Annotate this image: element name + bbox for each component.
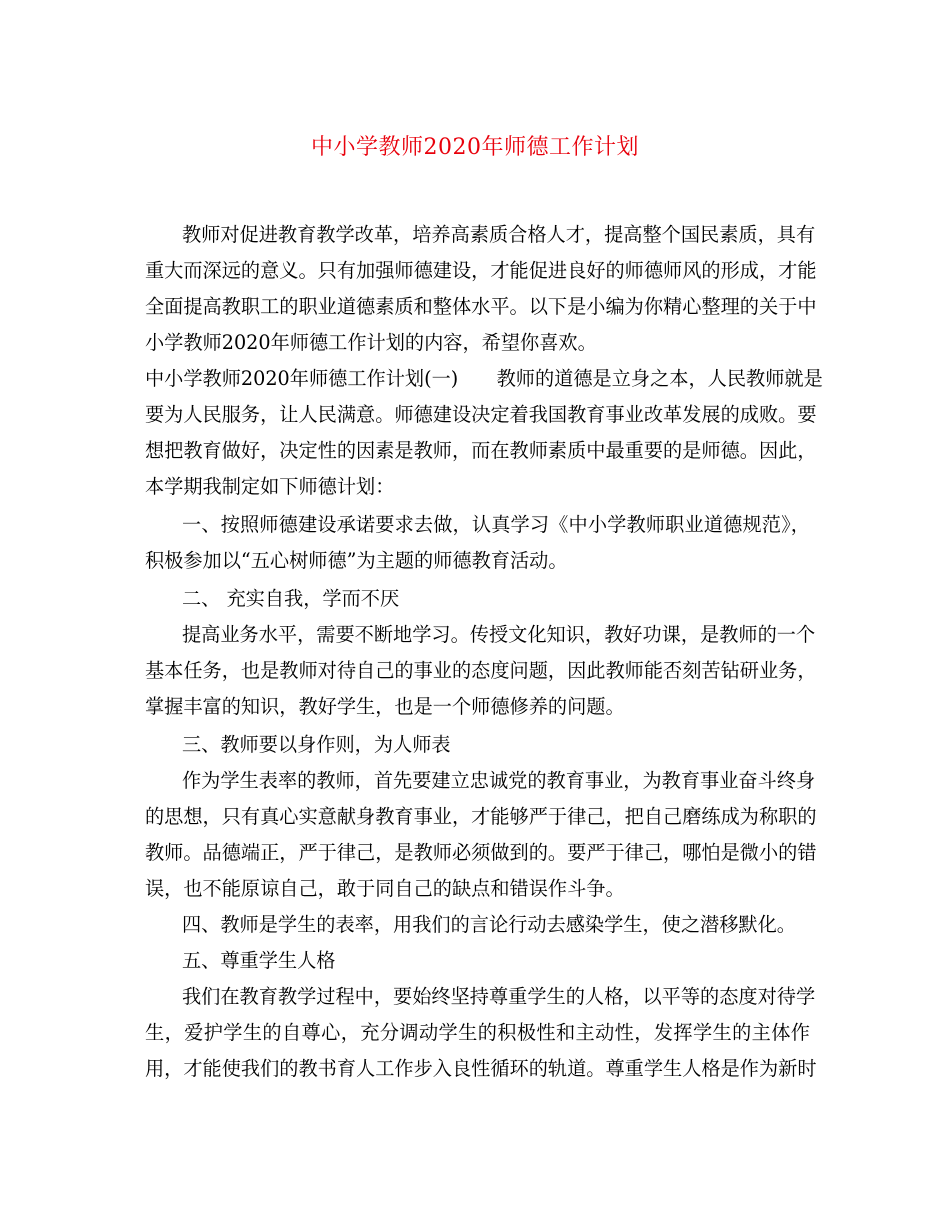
paragraph-line: 的思想，只有真心实意献身教育事业，才能够严于律己，把自己磨练成为称职的 bbox=[145, 805, 817, 828]
paragraph-line: 掌握丰富的知识，教好学生，也是一个师德修养的问题。 bbox=[145, 695, 625, 718]
section-heading: 二、 充实自我，学而不厌 bbox=[182, 587, 400, 610]
paragraph-line: 一、按照师德建设承诺要求去做，认真学习《中小学教师职业道德规范》， bbox=[182, 513, 810, 536]
section-heading: 五、尊重学生人格 bbox=[182, 949, 336, 972]
paragraph-line: 误，也不能原谅自己，敢于同自己的缺点和错误作斗争。 bbox=[145, 877, 625, 900]
paragraph-line: 提高业务水平，需要不断地学习。传授文化知识，教好功课，是教师的一个 bbox=[182, 623, 816, 646]
paragraph-line: 中小学教师2020年师德工作计划(一) 教师的道德是立身之本，人民教师就是 bbox=[145, 367, 823, 390]
paragraph-line: 基本任务，也是教师对待自己的事业的态度问题，因此教师能否刻苦钻研业务， bbox=[145, 659, 817, 682]
paragraph-line: 要为人民服务，让人民满意。师德建设决定着我国教育事业改革发展的成败。要 bbox=[145, 403, 817, 426]
paragraph-line: 全面提高教职工的职业道德素质和整体水平。以下是小编为你精心整理的关于中 bbox=[145, 295, 817, 318]
paragraph-line: 教师对促进教育教学改革，培养高素质合格人才，提高整个国民素质，具有 bbox=[182, 223, 816, 246]
paragraph-line: 作为学生表率的教师，首先要建立忠诚党的教育事业，为教育事业奋斗终身 bbox=[182, 769, 816, 792]
document-title: 中小学教师2020年师德工作计划 bbox=[311, 135, 639, 160]
paragraph-line: 教师。品德端正，严于律己，是教师必须做到的。要严于律己，哪怕是微小的错 bbox=[145, 841, 817, 864]
paragraph-line: 小学教师2020年师德工作计划的内容，希望你喜欢。 bbox=[145, 331, 597, 354]
paragraph-line: 四、教师是学生的表率，用我们的言论行动去感染学生，使之潜移默化。 bbox=[182, 913, 796, 936]
paragraph-line: 我们在教育教学过程中，要始终坚持尊重学生的人格，以平等的态度对待学 bbox=[182, 985, 816, 1008]
paragraph-line: 本学期我制定如下师德计划： bbox=[145, 475, 395, 498]
section-heading: 三、教师要以身作则，为人师表 bbox=[182, 733, 451, 756]
paragraph-line: 生，爱护学生的自尊心，充分调动学生的积极性和主动性，发挥学生的主体作 bbox=[145, 1021, 810, 1044]
paragraph-line: 重大而深远的意义。只有加强师德建设，才能促进良好的师德师风的形成，才能 bbox=[145, 259, 817, 282]
paragraph-line: 积极参加以“五心树师德”为主题的师德教育活动。 bbox=[145, 549, 568, 572]
paragraph-line: 用，才能使我们的教书育人工作步入良性循环的轨道。尊重学生人格是作为新时 bbox=[145, 1057, 817, 1080]
paragraph-line: 想把教育做好，决定性的因素是教师，而在教师素质中最重要的是师德。因此， bbox=[145, 439, 817, 462]
